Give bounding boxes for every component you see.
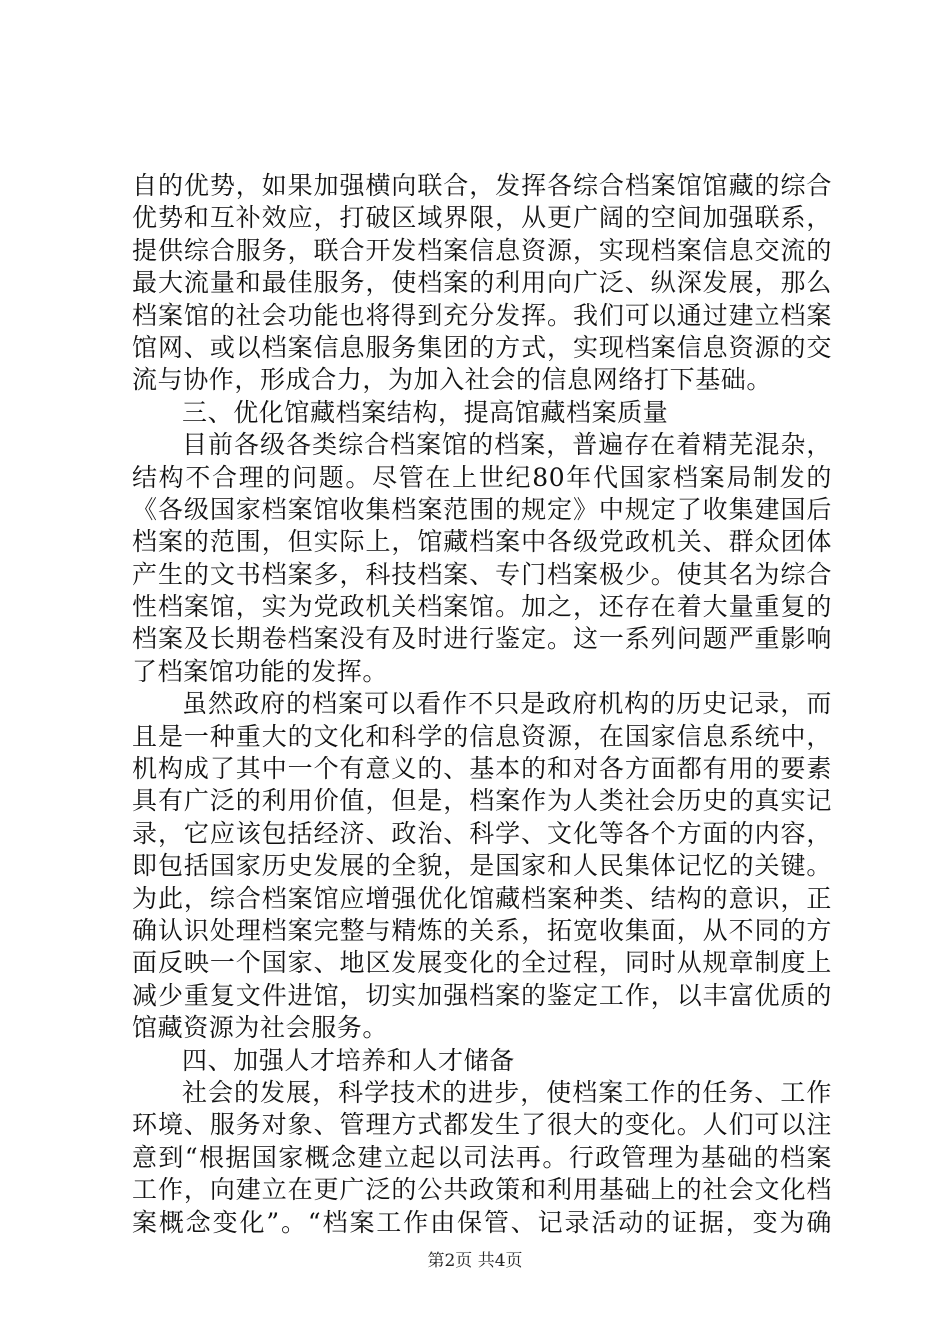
document-body: [132, 170, 832, 1239]
section-heading: 四、加强人才培养和人才储备: [182, 1045, 515, 1075]
text-line: 目前各级各类综合档案馆的档案，普遍存在着精芜混杂，: [182, 430, 832, 460]
text-line: 馆藏资源为社会服务。: [132, 1013, 389, 1043]
text-line: 虽然政府的档案可以看作不只是政府机构的历史记录，而: [182, 689, 832, 719]
text-line: 为此，综合档案馆应增强优化馆藏档案种类、结构的意识，正: [132, 883, 832, 913]
text-line: 确认识处理档案完整与精炼的关系，拓宽收集面，从不同的方: [132, 915, 832, 945]
text-line: 即包括国家历史发展的全貌，是国家和人民集体记忆的关键。: [132, 851, 832, 881]
text-line: 最大流量和最佳服务，使档案的利用向广泛、纵深发展，那么: [132, 268, 832, 298]
text-line: 自的优势，如果加强横向联合，发挥各综合档案馆馆藏的综合: [132, 171, 832, 200]
text-line: 结构不合理的问题。尽管在上世纪80年代国家档案局制发的: [132, 462, 832, 492]
text-line: 环境、服务对象、管理方式都发生了很大的变化。人们可以注: [132, 1110, 832, 1140]
text-line: 优势和互补效应，打破区域界限，从更广阔的空间加强联系，: [132, 203, 832, 233]
text-line: 社会的发展，科学技术的进步，使档案工作的任务、工作: [182, 1077, 832, 1107]
text-line: 提供综合服务，联合开发档案信息资源，实现档案信息交流的: [132, 235, 832, 265]
text-line: 案概念变化”。“档案工作由保管、记录活动的证据，变为确: [132, 1207, 832, 1237]
text-line: 具有广泛的利用价值，但是，档案作为人类社会历史的真实记: [132, 786, 832, 816]
text-line: 面反映一个国家、地区发展变化的全过程，同时从规章制度上: [132, 948, 832, 978]
text-line: 档案及长期卷档案没有及时进行鉴定。这一系列问题严重影响: [132, 624, 832, 654]
text-line: 机构成了其中一个有意义的、基本的和对各方面都有用的要素: [132, 754, 832, 784]
text-line: 减少重复文件进馆，切实加强档案的鉴定工作，以丰富优质的: [132, 980, 832, 1010]
text-line: 产生的文书档案多，科技档案、专门档案极少。使其名为综合: [132, 559, 832, 589]
section-heading: 三、优化馆藏档案结构，提高馆藏档案质量: [182, 397, 669, 427]
text-line: 档案的范围，但实际上，馆藏档案中各级党政机关、群众团体: [132, 527, 832, 557]
text-line: 录，它应该包括经济、政治、科学、文化等各个方面的内容，: [132, 818, 832, 848]
text-line: 《各级国家档案馆收集档案范围的规定》中规定了收集建国后: [132, 494, 832, 524]
text-line: 性档案馆，实为党政机关档案馆。加之，还存在着大量重复的: [132, 592, 832, 622]
text-line: 且是一种重大的文化和科学的信息资源，在国家信息系统中，: [132, 721, 832, 751]
text-line: 意到“根据国家概念建立起以司法再。行政管理为基础的档案: [132, 1142, 832, 1172]
text-line: 工作，向建立在更广泛的公共政策和利用基础上的社会文化档: [132, 1175, 832, 1205]
text-line: 档案馆的社会功能也将得到充分发挥。我们可以通过建立档案: [132, 300, 832, 330]
text-line: 了档案馆功能的发挥。: [132, 656, 389, 686]
text-line: 馆网、或以档案信息服务集团的方式，实现档案信息资源的交: [132, 332, 832, 362]
text-line: 流与协作，形成合力，为加入社会的信息网络打下基础。: [132, 365, 773, 395]
page-number-footer: 第2页 共4页: [427, 1251, 523, 1271]
